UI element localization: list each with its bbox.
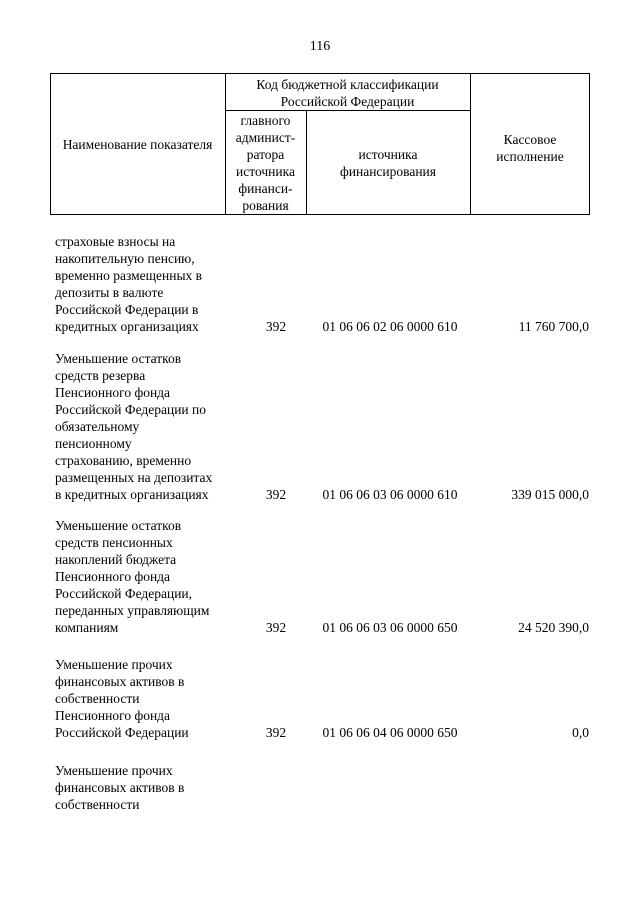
row-name: Уменьшение остатков средств резерва Пенсионного фонда Российской Федерации по обязательному пенсионному страхованию, временно размещенных на депозитах в кредитных организациях bbox=[55, 351, 213, 502]
row-name: Уменьшение прочих финансовых активов в собственности bbox=[55, 763, 185, 812]
row-admin-code: 392 bbox=[265, 487, 287, 502]
header-name-column: Наименование показателя bbox=[62, 137, 213, 152]
row-source-code: 01 06 06 02 06 0000 610 bbox=[322, 319, 458, 334]
row-admin-code: 392 bbox=[265, 319, 287, 334]
row-source-code: 01 06 06 03 06 0000 610 bbox=[322, 487, 458, 502]
row-source-code: 01 06 06 04 06 0000 650 bbox=[322, 725, 458, 740]
row-amount: 11 760 700,0 bbox=[518, 319, 589, 334]
row-amount: 24 520 390,0 bbox=[518, 620, 589, 635]
row-name: Уменьшение прочих финансовых активов в собственности Пенсионного фонда Российской Федерации bbox=[55, 657, 189, 740]
header-source-column: источника финансирования bbox=[340, 147, 436, 179]
row-admin-code: 392 bbox=[265, 620, 287, 635]
row-amount: 0,0 bbox=[572, 725, 589, 740]
page-number: 116 bbox=[309, 39, 331, 54]
header-admin-column: главного админист- ратора источника финанси- рования bbox=[235, 113, 296, 213]
row-name: Уменьшение остатков средств пенсионных накоплений бюджета Пенсионного фонда Российской Федерации, переданных управляющим компаниям bbox=[55, 518, 210, 635]
header-group-line-2: Российской Федерации bbox=[280, 94, 415, 109]
row-source-code: 01 06 06 03 06 0000 650 bbox=[322, 620, 458, 635]
header-group-line-1: Код бюджетной классификации bbox=[256, 77, 439, 92]
table-header bbox=[50, 73, 590, 215]
row-admin-code: 392 bbox=[265, 725, 287, 740]
header-amount-column: Кассовое исполнение bbox=[496, 132, 564, 164]
row-name: страховые взносы на накопительную пенсию, временно размещенных в депозиты в валюте Российской Федерации в кредитных организациях bbox=[55, 234, 203, 334]
row-amount: 339 015 000,0 bbox=[511, 487, 589, 502]
